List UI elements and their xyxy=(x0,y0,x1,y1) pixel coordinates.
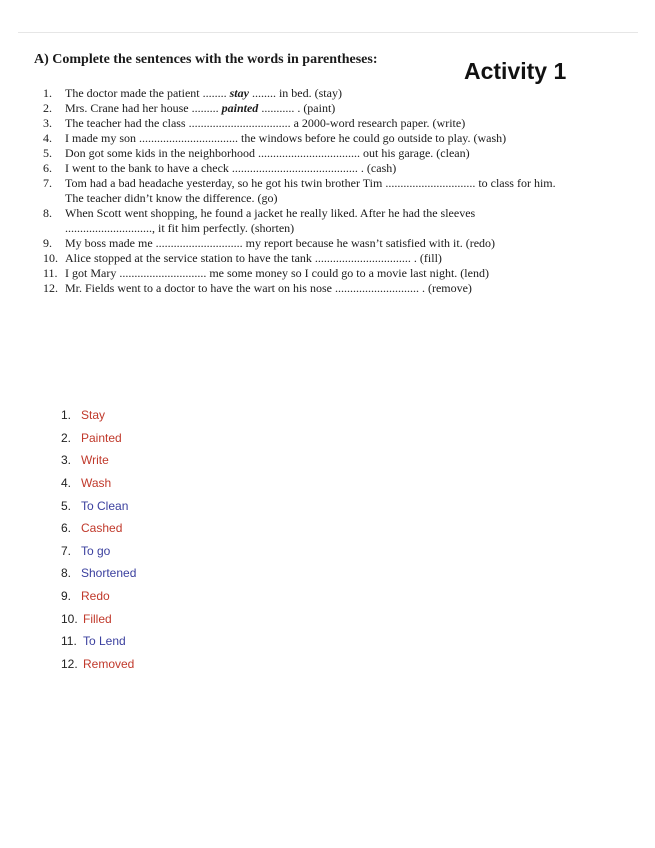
question-item xyxy=(43,236,563,251)
question-text: Don got some kids in the neighborhood .................................. out his garage. (clean) xyxy=(65,146,470,160)
question-number: 11. xyxy=(43,266,58,280)
question-number: 5. xyxy=(43,146,52,160)
question-item xyxy=(43,281,563,296)
question-number: 4. xyxy=(43,131,52,145)
question-item xyxy=(43,116,563,131)
question-text xyxy=(65,86,563,101)
question-text xyxy=(65,101,563,116)
answer-text: Painted xyxy=(81,430,122,445)
answer-number: 3. xyxy=(61,453,72,468)
question-text-before: The doctor made the patient ........ xyxy=(65,86,230,100)
answer-text: Redo xyxy=(81,589,110,604)
answer-text: To go xyxy=(81,543,111,558)
question-item xyxy=(43,101,563,116)
answer-number: 4. xyxy=(61,476,72,491)
question-number: 10. xyxy=(43,251,58,265)
answer-number: 1. xyxy=(61,408,72,423)
question-text-before: Mrs. Crane had her house ......... xyxy=(65,101,222,115)
question-text: I made my son ................................. the windows before he could go outside to play. (wash) xyxy=(65,131,507,145)
filled-answer: stay xyxy=(229,86,249,100)
answer-text: To Lend xyxy=(83,634,126,649)
question-number: 2. xyxy=(43,101,52,115)
answer-list xyxy=(61,404,136,675)
answer-text: Write xyxy=(81,453,109,468)
answer-item xyxy=(61,585,136,608)
question-text: Tom had a bad headache yesterday, so he got his twin brother Tim .............................. to class for him. The teacher didn’t know the difference. (go) xyxy=(65,176,556,205)
question-text: My boss made me ............................. my report because he wasn’t satisfied with it. (redo) xyxy=(65,236,496,250)
answer-item xyxy=(61,653,136,676)
answer-item xyxy=(61,472,136,495)
answer-text: Stay xyxy=(81,408,106,423)
answer-item xyxy=(61,630,136,653)
answer-item xyxy=(61,494,136,517)
question-text: I went to the bank to have a check .......................................... . (cash) xyxy=(65,161,397,175)
answer-number: 5. xyxy=(61,498,72,513)
question-text-after: ........ in bed. (stay) xyxy=(248,86,342,100)
section-heading: A) Complete the sentences with the words in parentheses: xyxy=(34,52,378,67)
answer-text: Cashed xyxy=(81,521,123,536)
question-number: 3. xyxy=(43,116,52,130)
question-item xyxy=(43,146,563,161)
question-list xyxy=(43,86,563,296)
question-text: When Scott went shopping, he found a jacket he really liked. After he had the sleeves ............................., it fit him perfectly. (shorten) xyxy=(65,206,476,235)
question-item xyxy=(43,161,563,176)
question-item xyxy=(43,86,563,101)
question-text: The teacher had the class .................................. a 2000-word research paper. (write) xyxy=(65,116,466,130)
question-item xyxy=(43,206,563,236)
filled-answer: painted xyxy=(221,101,259,115)
answer-item xyxy=(61,607,136,630)
answer-item xyxy=(61,404,136,427)
answer-number: 9. xyxy=(61,589,72,604)
answer-number: 8. xyxy=(61,566,72,581)
answer-text: Wash xyxy=(81,476,112,491)
answer-item xyxy=(61,540,136,563)
question-item xyxy=(43,251,563,266)
question-number: 12. xyxy=(43,281,58,295)
answer-number: 10. xyxy=(61,611,78,626)
question-item xyxy=(43,131,563,146)
activity-title: Activity 1 xyxy=(464,58,567,84)
question-text: I got Mary ............................. me some money so I could go to a movie last night. (lend) xyxy=(65,266,489,280)
answer-number: 6. xyxy=(61,521,72,536)
answer-number: 2. xyxy=(61,430,72,445)
answer-item xyxy=(61,449,136,472)
question-text: Mr. Fields went to a doctor to have the wart on his nose ............................ . (remove) xyxy=(65,281,472,295)
answer-text: Removed xyxy=(83,656,135,671)
answer-text: Filled xyxy=(83,611,112,626)
answer-number: 12. xyxy=(61,656,78,671)
question-number: 6. xyxy=(43,161,52,175)
answer-text: To Clean xyxy=(81,498,129,513)
question-text-after: ........... . (paint) xyxy=(258,101,336,115)
question-number: 7. xyxy=(43,176,52,190)
answer-item xyxy=(61,517,136,540)
answer-text: Shortened xyxy=(81,566,137,581)
question-item xyxy=(43,266,563,281)
question-number: 8. xyxy=(43,206,52,220)
question-text: Alice stopped at the service station to have the tank ................................ . (fill) xyxy=(65,251,442,265)
answer-number: 11. xyxy=(61,634,77,649)
answer-number: 7. xyxy=(61,543,72,558)
answer-item xyxy=(61,562,136,585)
top-divider xyxy=(18,32,638,33)
question-item xyxy=(43,176,563,206)
answer-item xyxy=(61,427,136,450)
question-number: 1. xyxy=(43,86,52,100)
question-number: 9. xyxy=(43,236,52,250)
